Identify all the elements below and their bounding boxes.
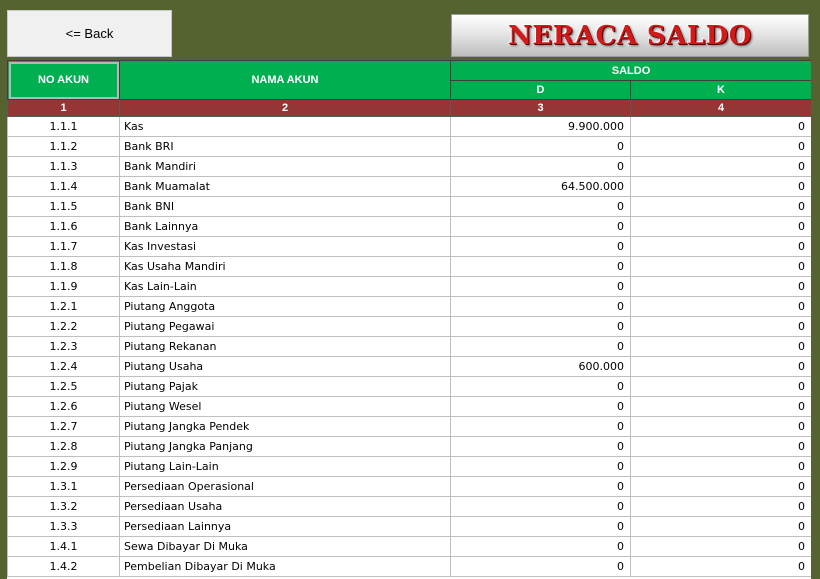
debit-cell[interactable]: 600.000	[451, 357, 631, 377]
credit-cell[interactable]: 0	[631, 437, 812, 457]
debit-cell[interactable]: 0	[451, 397, 631, 417]
trial-balance-table	[7, 60, 811, 577]
account-name-cell[interactable]: Piutang Jangka Pendek	[120, 417, 451, 437]
debit-cell[interactable]: 0	[451, 377, 631, 397]
account-name-cell[interactable]: Persediaan Lainnya	[120, 517, 451, 537]
credit-cell[interactable]: 0	[631, 457, 812, 477]
account-name-cell[interactable]: Piutang Pegawai	[120, 317, 451, 337]
account-name-cell[interactable]: Bank Muamalat	[120, 177, 451, 197]
debit-cell[interactable]: 0	[451, 457, 631, 477]
account-number-cell[interactable]: 1.1.9	[8, 277, 120, 297]
credit-cell[interactable]: 0	[631, 297, 812, 317]
debit-cell[interactable]: 0	[451, 157, 631, 177]
credit-cell[interactable]: 0	[631, 477, 812, 497]
credit-cell[interactable]: 0	[631, 357, 812, 377]
debit-cell[interactable]: 0	[451, 517, 631, 537]
account-number-cell[interactable]: 1.2.5	[8, 377, 120, 397]
debit-cell[interactable]: 0	[451, 497, 631, 517]
table-row	[8, 357, 812, 377]
table-row	[8, 557, 812, 577]
credit-cell[interactable]: 0	[631, 517, 812, 537]
account-number-cell[interactable]: 1.1.5	[8, 197, 120, 217]
header-no-akun[interactable]: NO AKUN	[8, 61, 120, 100]
account-number-cell[interactable]: 1.1.6	[8, 217, 120, 237]
debit-cell[interactable]: 0	[451, 277, 631, 297]
table-row	[8, 337, 812, 357]
credit-cell[interactable]: 0	[631, 157, 812, 177]
account-number-cell[interactable]: 1.4.2	[8, 557, 120, 577]
account-name-cell[interactable]: Piutang Wesel	[120, 397, 451, 417]
account-name-cell[interactable]: Piutang Jangka Panjang	[120, 437, 451, 457]
credit-cell[interactable]: 0	[631, 317, 812, 337]
table-row	[8, 537, 812, 557]
account-number-cell[interactable]: 1.3.1	[8, 477, 120, 497]
debit-cell[interactable]: 9.900.000	[451, 117, 631, 137]
title-banner	[451, 14, 809, 57]
debit-cell[interactable]: 0	[451, 297, 631, 317]
debit-cell[interactable]: 0	[451, 197, 631, 217]
debit-cell[interactable]: 0	[451, 137, 631, 157]
credit-cell[interactable]: 0	[631, 137, 812, 157]
account-name-cell[interactable]: Kas Usaha Mandiri	[120, 257, 451, 277]
account-name-cell[interactable]: Persediaan Usaha	[120, 497, 451, 517]
account-number-cell[interactable]: 1.2.9	[8, 457, 120, 477]
debit-cell[interactable]: 0	[451, 537, 631, 557]
account-name-cell[interactable]: Bank BNI	[120, 197, 451, 217]
debit-cell[interactable]: 0	[451, 217, 631, 237]
header-kredit[interactable]: K	[631, 81, 812, 100]
credit-cell[interactable]: 0	[631, 497, 812, 517]
table-row	[8, 437, 812, 457]
credit-cell[interactable]: 0	[631, 117, 812, 137]
account-name-cell[interactable]: Piutang Anggota	[120, 297, 451, 317]
account-number-cell[interactable]: 1.2.3	[8, 337, 120, 357]
account-number-cell[interactable]: 1.3.3	[8, 517, 120, 537]
credit-cell[interactable]: 0	[631, 397, 812, 417]
credit-cell[interactable]: 0	[631, 257, 812, 277]
account-name-cell[interactable]: Pembelian Dibayar Di Muka	[120, 557, 451, 577]
account-name-cell[interactable]: Piutang Pajak	[120, 377, 451, 397]
account-number-cell[interactable]: 1.4.1	[8, 537, 120, 557]
table-row	[8, 417, 812, 437]
account-number-cell[interactable]: 1.2.8	[8, 437, 120, 457]
debit-cell[interactable]: 0	[451, 317, 631, 337]
table-row	[8, 477, 812, 497]
account-number-cell[interactable]: 1.3.2	[8, 497, 120, 517]
account-number-cell[interactable]: 1.1.4	[8, 177, 120, 197]
account-name-cell[interactable]: Bank BRI	[120, 137, 451, 157]
table-row	[8, 377, 812, 397]
credit-cell[interactable]: 0	[631, 277, 812, 297]
table-row	[8, 457, 812, 477]
page-title: NERACA SALDO	[508, 20, 752, 51]
account-number-cell[interactable]: 1.2.2	[8, 317, 120, 337]
account-number-cell[interactable]: 1.2.6	[8, 397, 120, 417]
column-number[interactable]: 4	[631, 100, 812, 117]
table-row	[8, 497, 812, 517]
account-number-cell[interactable]: 1.1.2	[8, 137, 120, 157]
table-row	[8, 157, 812, 177]
account-name-cell[interactable]: Piutang Rekanan	[120, 337, 451, 357]
table-row	[8, 177, 812, 197]
account-name-cell[interactable]: Piutang Lain-Lain	[120, 457, 451, 477]
account-name-cell[interactable]: Bank Mandiri	[120, 157, 451, 177]
account-name-cell[interactable]: Persediaan Operasional	[120, 477, 451, 497]
header-debit[interactable]: D	[451, 81, 631, 100]
table-row	[8, 197, 812, 217]
account-name-cell[interactable]: Kas Lain-Lain	[120, 277, 451, 297]
account-number-cell[interactable]: 1.1.8	[8, 257, 120, 277]
debit-cell[interactable]: 0	[451, 557, 631, 577]
table-row	[8, 117, 812, 137]
account-number-cell[interactable]: 1.1.1	[8, 117, 120, 137]
credit-cell[interactable]: 0	[631, 377, 812, 397]
table-row	[8, 517, 812, 537]
table-row	[8, 217, 812, 237]
credit-cell[interactable]: 0	[631, 337, 812, 357]
column-number[interactable]: 1	[8, 100, 120, 117]
debit-cell[interactable]: 0	[451, 437, 631, 457]
table-row	[8, 237, 812, 257]
debit-cell[interactable]: 64.500.000	[451, 177, 631, 197]
header-saldo[interactable]: SALDO	[451, 61, 812, 81]
credit-cell[interactable]: 0	[631, 177, 812, 197]
credit-cell[interactable]: 0	[631, 417, 812, 437]
account-name-cell[interactable]: Kas Investasi	[120, 237, 451, 257]
account-number-cell[interactable]: 1.2.7	[8, 417, 120, 437]
debit-cell[interactable]: 0	[451, 337, 631, 357]
table-row	[8, 297, 812, 317]
table-row	[8, 317, 812, 337]
debit-cell[interactable]: 0	[451, 417, 631, 437]
credit-cell[interactable]: 0	[631, 197, 812, 217]
account-number-cell[interactable]: 1.1.7	[8, 237, 120, 257]
table-row	[8, 257, 812, 277]
debit-cell[interactable]: 0	[451, 477, 631, 497]
credit-cell[interactable]: 0	[631, 557, 812, 577]
column-number[interactable]: 2	[120, 100, 451, 117]
credit-cell[interactable]: 0	[631, 217, 812, 237]
debit-cell[interactable]: 0	[451, 237, 631, 257]
credit-cell[interactable]: 0	[631, 537, 812, 557]
balance-sheet-table-area	[7, 60, 811, 579]
account-name-cell[interactable]: Bank Lainnya	[120, 217, 451, 237]
table-row	[8, 397, 812, 417]
table-row	[8, 137, 812, 157]
back-button[interactable]: <= Back	[7, 10, 172, 57]
column-number[interactable]: 3	[451, 100, 631, 117]
account-name-cell[interactable]: Sewa Dibayar Di Muka	[120, 537, 451, 557]
debit-cell[interactable]: 0	[451, 257, 631, 277]
account-name-cell[interactable]: Piutang Usaha	[120, 357, 451, 377]
table-row	[8, 277, 812, 297]
account-number-cell[interactable]: 1.2.1	[8, 297, 120, 317]
account-number-cell[interactable]: 1.2.4	[8, 357, 120, 377]
header-nama-akun[interactable]: NAMA AKUN	[120, 61, 451, 100]
account-name-cell[interactable]: Kas	[120, 117, 451, 137]
account-number-cell[interactable]: 1.1.3	[8, 157, 120, 177]
credit-cell[interactable]: 0	[631, 237, 812, 257]
